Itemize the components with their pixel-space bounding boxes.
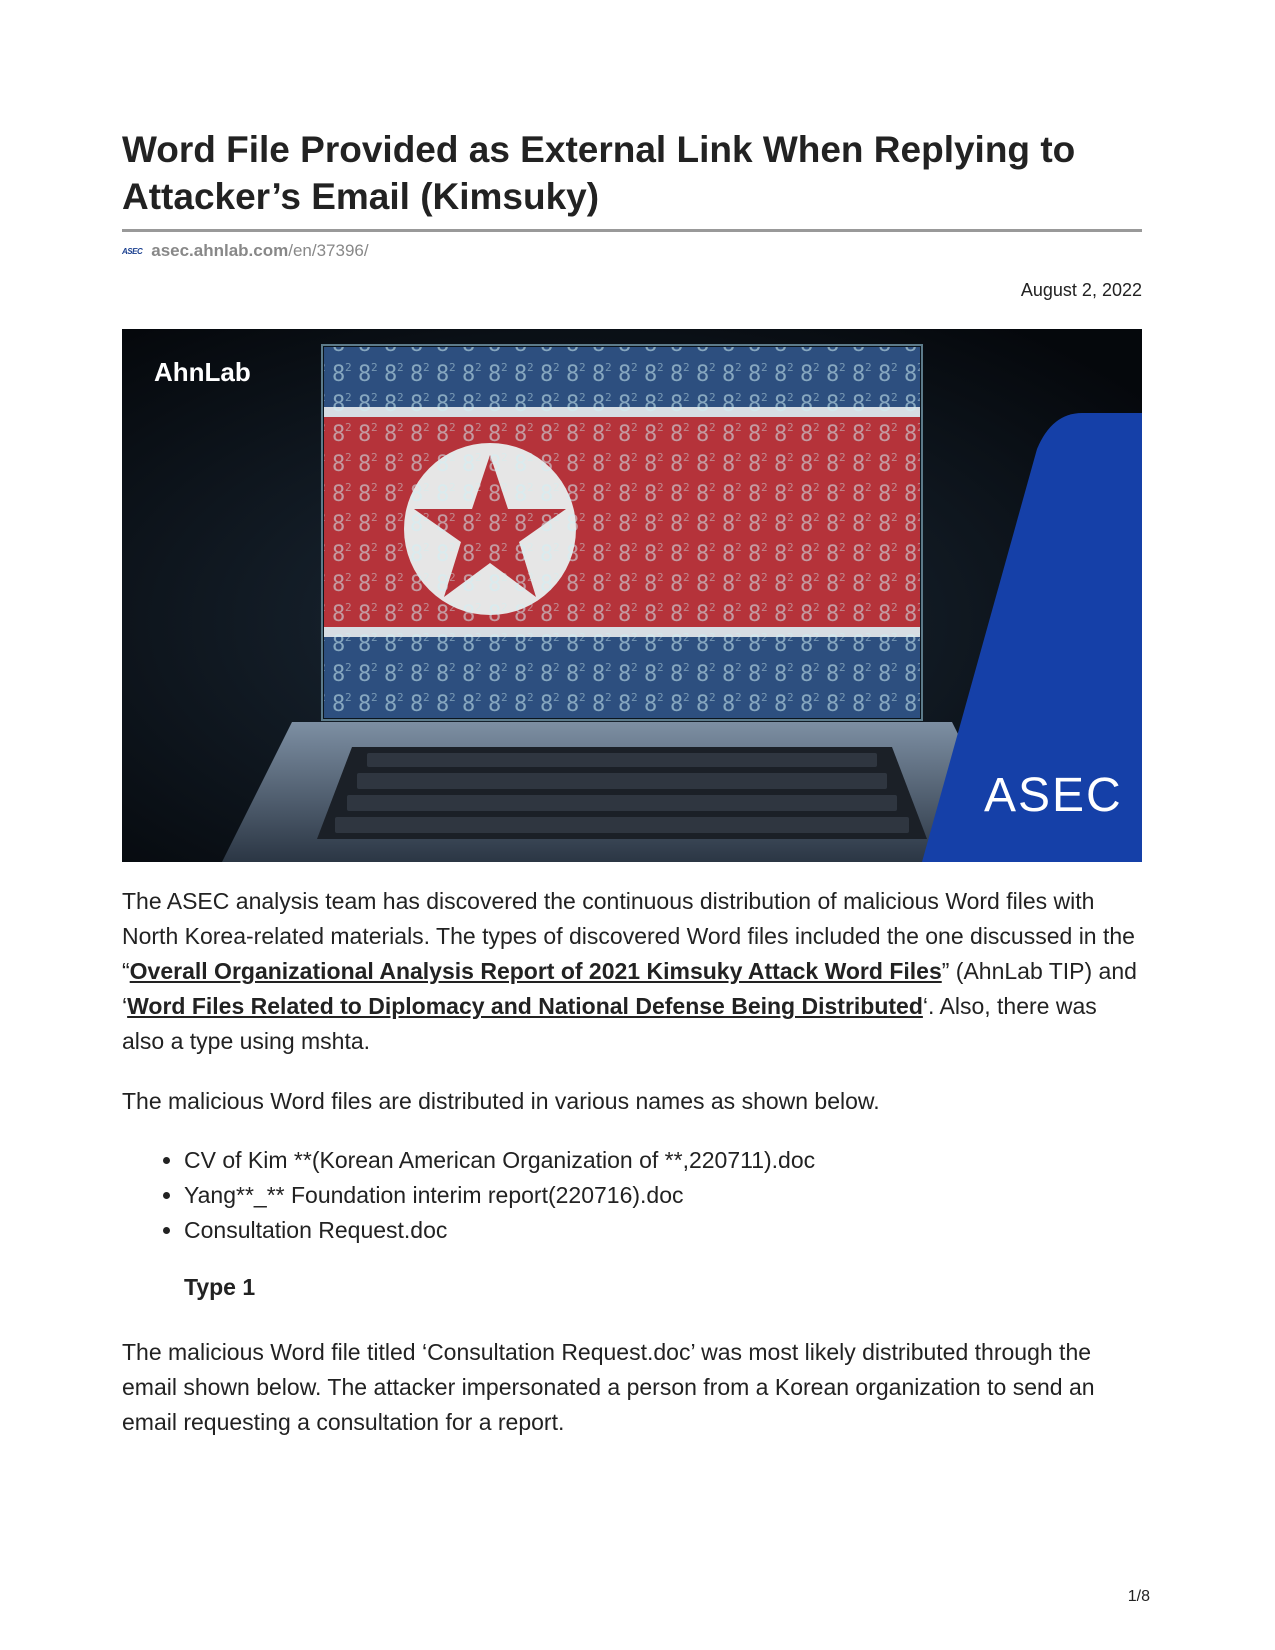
intro-text-b: ” (AhnLab TIP) and ‘ (122, 958, 1137, 1019)
list-item: • Yang**_** Foundation interim report(220716).doc (184, 1178, 815, 1213)
type1-heading: Type 1 (184, 1274, 256, 1300)
intro-text-c: ‘. Also, there was also a type using mshta. (122, 993, 1097, 1054)
list-item: • CV of Kim **(Korean American Organization of **,220711).doc (184, 1143, 815, 1178)
list-item: • Consultation Request.doc (184, 1213, 815, 1248)
ahnlab-logo: AhnLab (154, 357, 251, 387)
publish-date: August 2, 2022 (1020, 280, 1142, 300)
intro-text-a: The ASEC analysis team has discovered the continuous distribution of malicious Word files with North Korea-related materials. The types of discovered Word files included the one discussed in the “ (122, 888, 1135, 984)
page-number: 1/8 (1127, 1588, 1150, 1605)
asec-logo: ASEC (984, 769, 1123, 822)
hero-image (122, 329, 1142, 862)
source-link[interactable] (122, 241, 369, 261)
intro-paragraph (122, 884, 1142, 1059)
files-intro-paragraph: The malicious Word files are distributed in various names as shown below. (122, 1088, 880, 1114)
source-path: /en/37396/ (288, 241, 369, 260)
source-domain: asec.ahnlab.com (151, 241, 289, 260)
digit-rain (324, 347, 920, 718)
link-diplomacy-word-files[interactable]: Word Files Related to Diplomacy and National Defense Being Distributed (127, 993, 923, 1019)
article-title: Word File Provided as External Link When Replying to Attacker’s Email (Kimsuky) (122, 129, 1076, 217)
title-divider (122, 229, 1142, 232)
link-kimsuky-report[interactable]: Overall Organizational Analysis Report of 2021 Kimsuky Attack Word Files (129, 958, 942, 984)
file-name-list (122, 1143, 815, 1248)
asec-favicon-icon: ASEC (122, 246, 143, 256)
type1-paragraph: The malicious Word file titled ‘Consultation Request.doc’ was most likely distributed through the email shown below. The attacker impersonated a person from a Korean organization to send an email requesting a consultation for a report. (122, 1339, 1095, 1435)
